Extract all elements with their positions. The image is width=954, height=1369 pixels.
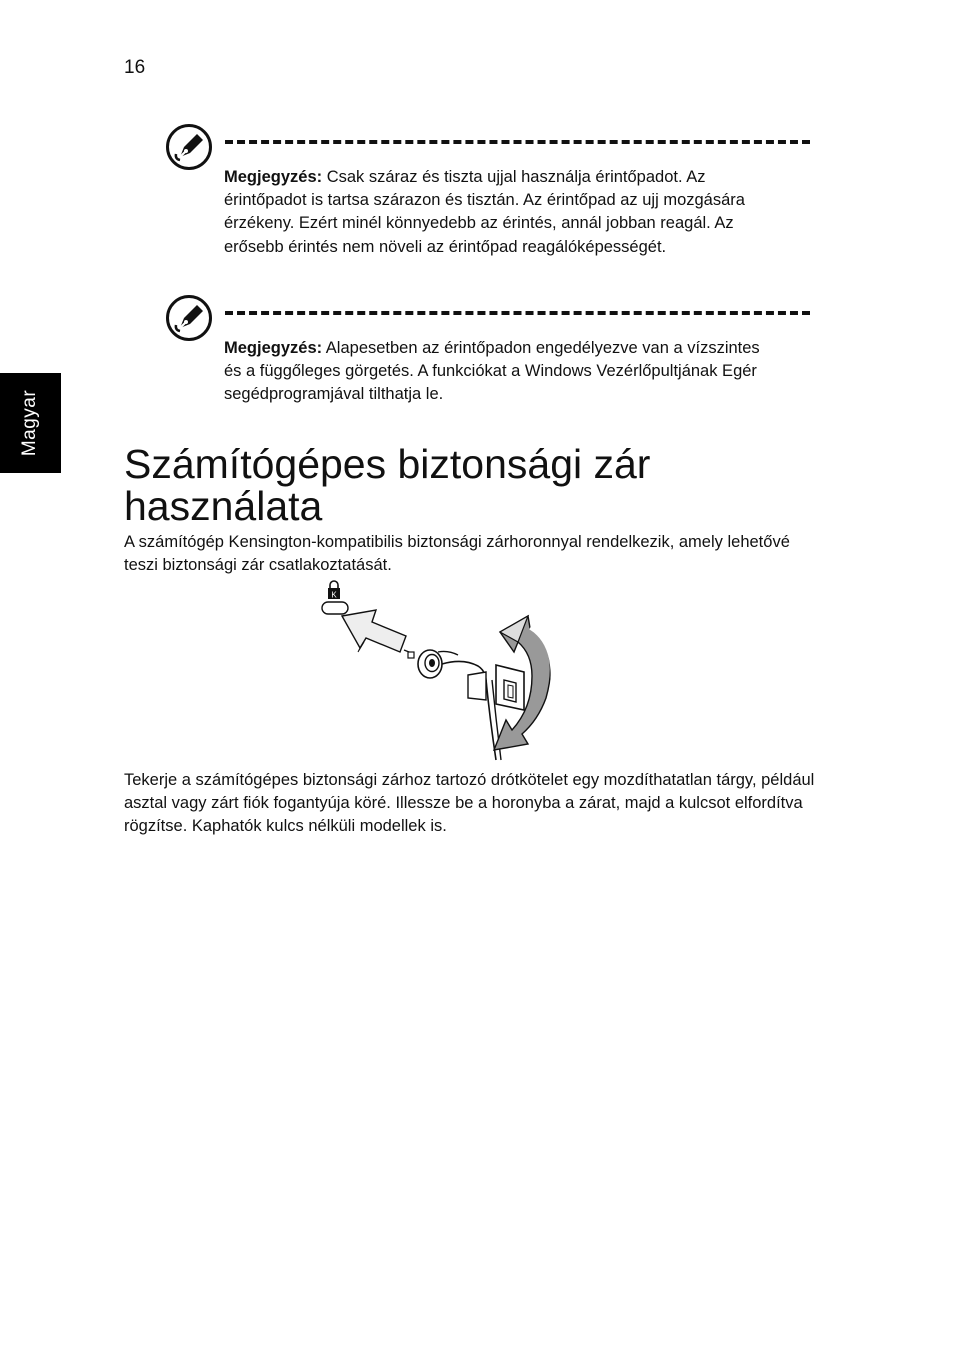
- note-1: [166, 124, 816, 284]
- kensington-lock-illustration: [318, 580, 566, 765]
- note-divider: [225, 311, 810, 315]
- note-text: [224, 337, 760, 407]
- note-2: [166, 295, 816, 410]
- section-title: Számítógépes biztonsági zár használata: [124, 441, 651, 529]
- note-body: Alapesetben az érintőpadon engedélyezve van a vízszintes és a függőleges görgetés. A funkciókat a Windows Vezérlőpultjának Egér segédprogramjával tilthatja le.: [224, 339, 760, 404]
- note-label: Megjegyzés:: [224, 339, 323, 357]
- note-pen-icon: [166, 124, 212, 170]
- section-body: Tekerje a számítógépes biztonsági zárhoz tartozó drótkötelet egy mozdíthatatlan tárgy, például asztal vagy zárt fiók fogantyúja köré. Illessze be a horonyba a zárat, majd a kulcsot elfordítva rögzítse. Kaphatók kulcs nélküli modellek is.: [124, 771, 815, 836]
- kensington-lock-icon: [328, 581, 340, 600]
- note-pen-icon: [166, 295, 212, 341]
- note-text: [224, 166, 760, 259]
- page-number: 16: [124, 57, 146, 78]
- note-label: Megjegyzés:: [224, 168, 323, 186]
- section-intro: A számítógép Kensington-kompatibilis biztonsági zárhoronnyal rendelkezik, amely lehetővé teszi biztonsági zár csatlakoztatását.: [124, 533, 790, 575]
- language-tab-label: Magyar: [19, 389, 40, 457]
- note-body: Csak száraz és tiszta ujjal használja érintőpadot. Az érintőpadot is tartsa szárazon és tisztán. Az érintőpad az ujj mozgására érzékeny. Ezért minél könnyedebb az érintés, annál jobban reagál. Az erősebb érintés nem növeli az érintőpad reagálóképességét.: [224, 168, 745, 256]
- lock-symbol-label: K: [331, 590, 337, 600]
- note-divider: [225, 140, 810, 144]
- language-tab: [0, 373, 61, 473]
